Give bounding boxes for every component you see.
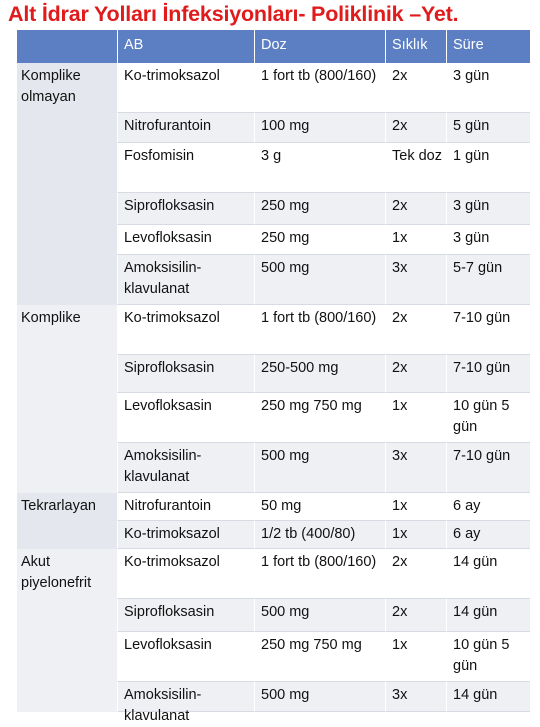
cell-siklik: 3x bbox=[385, 682, 446, 712]
cell-sure: 3 gün bbox=[446, 193, 530, 225]
header-sure: Süre bbox=[446, 30, 530, 63]
cell-doz: 500 mg bbox=[254, 443, 385, 493]
cell-ab: Amoksisilin-klavulanat bbox=[117, 443, 254, 493]
cell-sure: 14 gün bbox=[446, 682, 530, 712]
cell-siklik: 1x bbox=[385, 632, 446, 682]
cell-doz: 250 mg bbox=[254, 225, 385, 255]
cell-ab: Levofloksasin bbox=[117, 632, 254, 682]
cell-sure: 3 gün bbox=[446, 63, 530, 113]
cell-ab: Levofloksasin bbox=[117, 225, 254, 255]
cell-sure: 7-10 gün bbox=[446, 305, 530, 355]
header-ab: AB bbox=[117, 30, 254, 63]
cell-ab: Nitrofurantoin bbox=[117, 113, 254, 143]
cell-doz: 250 mg bbox=[254, 193, 385, 225]
cell-siklik: 2x bbox=[385, 113, 446, 143]
cell-sure: 7-10 gün bbox=[446, 443, 530, 493]
header-doz: Doz bbox=[254, 30, 385, 63]
cell-ab: Ko-trimoksazol bbox=[117, 305, 254, 355]
cell-sure: 7-10 gün bbox=[446, 355, 530, 393]
cell-sure: 10 gün 5 gün bbox=[446, 393, 530, 443]
cell-sure: 1 gün bbox=[446, 143, 530, 193]
cell-ab: Fosfomisin bbox=[117, 143, 254, 193]
page-title: Alt İdrar Yolları İnfeksiyonları- Poliklinik –Yet. bbox=[8, 2, 459, 26]
cell-sure: 14 gün bbox=[446, 599, 530, 632]
cell-siklik: 2x bbox=[385, 193, 446, 225]
group-label: Komplike bbox=[17, 305, 117, 493]
cell-siklik: Tek doz bbox=[385, 143, 446, 193]
cell-doz: 500 mg bbox=[254, 255, 385, 305]
cell-ab: Ko-trimoksazol bbox=[117, 521, 254, 549]
cell-doz: 1/2 tb (400/80) bbox=[254, 521, 385, 549]
cell-ab: Ko-trimoksazol bbox=[117, 63, 254, 113]
cell-sure: 3 gün bbox=[446, 225, 530, 255]
cell-siklik: 2x bbox=[385, 599, 446, 632]
cell-siklik: 2x bbox=[385, 63, 446, 113]
cell-siklik: 1x bbox=[385, 393, 446, 443]
group-label: Tekrarlayan bbox=[17, 493, 117, 549]
cell-doz: 250 mg 750 mg bbox=[254, 393, 385, 443]
cell-doz: 250 mg 750 mg bbox=[254, 632, 385, 682]
cell-doz: 1 fort tb (800/160) bbox=[254, 549, 385, 599]
cell-sure: 14 gün bbox=[446, 549, 530, 599]
cell-siklik: 3x bbox=[385, 255, 446, 305]
group-label: Komplike olmayan bbox=[17, 63, 117, 305]
cell-doz: 500 mg bbox=[254, 599, 385, 632]
cell-doz: 250-500 mg bbox=[254, 355, 385, 393]
cell-ab: Siprofloksasin bbox=[117, 193, 254, 225]
antibiotic-table bbox=[17, 30, 530, 724]
cell-siklik: 3x bbox=[385, 443, 446, 493]
cell-sure: 6 ay bbox=[446, 521, 530, 549]
cell-doz: 3 g bbox=[254, 143, 385, 193]
cell-ab: Siprofloksasin bbox=[117, 355, 254, 393]
cell-siklik: 2x bbox=[385, 549, 446, 599]
cell-ab: Siprofloksasin bbox=[117, 599, 254, 632]
cell-doz: 100 mg bbox=[254, 113, 385, 143]
cell-sure: 6 ay bbox=[446, 493, 530, 521]
cell-siklik: 2x bbox=[385, 305, 446, 355]
cell-doz: 1 fort tb (800/160) bbox=[254, 63, 385, 113]
cell-doz: 1 fort tb (800/160) bbox=[254, 305, 385, 355]
cell-ab: Ko-trimoksazol bbox=[117, 549, 254, 599]
cell-siklik: 2x bbox=[385, 355, 446, 393]
cell-sure: 10 gün 5 gün bbox=[446, 632, 530, 682]
cell-siklik: 1x bbox=[385, 225, 446, 255]
cell-sure: 5-7 gün bbox=[446, 255, 530, 305]
cell-ab: Nitrofurantoin bbox=[117, 493, 254, 521]
cell-ab: Amoksisilin-klavulanat bbox=[117, 682, 254, 712]
header-siklik: Sıklık bbox=[385, 30, 446, 63]
cell-siklik: 1x bbox=[385, 521, 446, 549]
cell-ab: Levofloksasin bbox=[117, 393, 254, 443]
cell-sure: 5 gün bbox=[446, 113, 530, 143]
header-group bbox=[17, 30, 117, 63]
group-label: Akut piyelonefrit bbox=[17, 549, 117, 712]
cell-siklik: 1x bbox=[385, 493, 446, 521]
cell-doz: 500 mg bbox=[254, 682, 385, 712]
cell-ab: Amoksisilin-klavulanat bbox=[117, 255, 254, 305]
cell-doz: 50 mg bbox=[254, 493, 385, 521]
